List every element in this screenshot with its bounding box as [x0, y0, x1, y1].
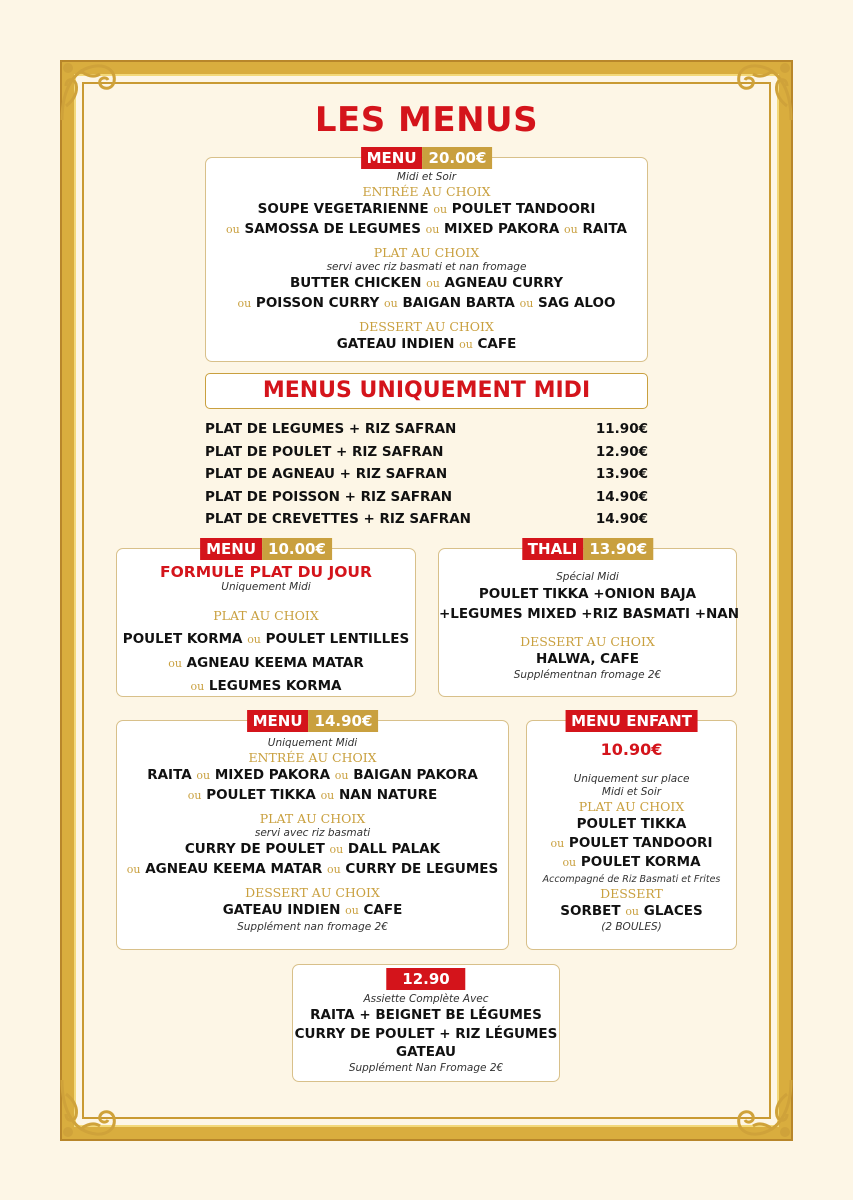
badge-label: MENU ENFANT: [565, 710, 698, 732]
menu-line: ou POISSON CURRY ou BAIGAN BARTA ou SAG ALOO: [237, 294, 616, 311]
menu-line: ou LEGUMES KORMA: [190, 678, 342, 694]
menu-line: BUTTER CHICKEN ou AGNEAU CURRY: [290, 275, 563, 291]
list-item: PLAT DE POISSON + RIZ SAFRAN 14.90€: [205, 488, 648, 505]
section-heading: ENTRÉE AU CHOIX: [362, 184, 491, 199]
menu-line: POULET KORMA ou POULET LENTILLES: [122, 631, 410, 647]
menu-20-box: [205, 149, 648, 362]
menu-line: RAITA ou MIXED PAKORA ou BAIGAN PAKORA: [147, 767, 478, 783]
section-heading: PLAT AU CHOIX: [259, 811, 366, 826]
menu-14-box: [116, 712, 509, 950]
thali-badge: [522, 538, 653, 560]
menu-subtitle: Uniquement Midi: [221, 581, 311, 593]
menu-enfant-box: [526, 712, 737, 950]
enfant-price: 10.90€: [600, 740, 663, 759]
menu-line: HALWA, CAFE: [536, 651, 639, 667]
menu-line: GATEAU: [396, 1044, 456, 1060]
ornament-corner-icon: [56, 1074, 126, 1144]
menu-line: RAITA + BEIGNET BE LÉGUMES: [310, 1007, 542, 1023]
section-note: Supplément nan fromage 2€: [237, 920, 388, 933]
menu-subtitle: Spécial Midi: [556, 571, 619, 583]
menu-line: GATEAU INDIEN ou CAFE: [222, 902, 403, 918]
list-item: PLAT DE POULET + RIZ SAFRAN 12.90€: [205, 443, 648, 460]
menu-line: SOUPE VEGETARIENNE ou POULET TANDOORI: [257, 201, 596, 217]
section-heading: DESSERT AU CHOIX: [245, 885, 380, 900]
list-item: PLAT DE LEGUMES + RIZ SAFRAN 11.90€: [205, 421, 648, 437]
badge-price: 20.00€: [423, 147, 493, 169]
badge-label: MENU: [200, 538, 262, 560]
formule-title: FORMULE PLAT DU JOUR: [160, 563, 372, 581]
menu-line: ou POULET TANDOORI: [550, 834, 713, 851]
badge-label: THALI: [522, 538, 584, 560]
menu-subtitle: Uniquement sur place: [573, 773, 690, 785]
list-item: PLAT DE AGNEAU + RIZ SAFRAN 13.90€: [205, 466, 648, 483]
menu-line: ou POULET KORMA: [562, 854, 701, 870]
section-note: Supplémentnan fromage 2€: [513, 668, 662, 681]
menu-line: GATEAU INDIEN ou CAFE: [336, 336, 517, 352]
menu-10-badge: [200, 538, 332, 560]
badge-label: MENU: [247, 710, 309, 732]
midi-price-list: [205, 418, 648, 531]
section-note: (2 BOULES): [601, 921, 662, 933]
badge-price: 13.90€: [583, 538, 653, 560]
menu-line: ou AGNEAU KEEMA MATAR ou CURRY DE LEGUMES: [126, 860, 499, 877]
section-heading: ENTRÉE AU CHOIX: [248, 750, 377, 765]
list-item: PLAT DE CREVETTES + RIZ SAFRAN 14.90€: [205, 511, 648, 528]
menu-10-box: [116, 540, 416, 697]
section-note: Accompagné de Riz Basmati et Frites: [542, 873, 721, 885]
section-heading: PLAT AU CHOIX: [578, 799, 685, 814]
badge-price: 12.90: [386, 968, 465, 990]
menu-14-badge: [247, 710, 379, 732]
section-heading: DESSERT: [600, 885, 663, 901]
section-heading: PLAT AU CHOIX: [213, 608, 319, 623]
menu-20-badge: [361, 147, 493, 169]
menu-line: ou AGNEAU KEEMA MATAR: [168, 654, 364, 671]
assiette-box: [292, 964, 560, 1082]
section-heading: DESSERT AU CHOIX: [359, 319, 494, 334]
menu-subtitle: Midi et Soir: [396, 171, 457, 183]
badge-label: MENU: [361, 147, 423, 169]
menu-line: POULET TIKKA: [576, 816, 687, 832]
section-note: servi avec riz basmati et nan fromage: [326, 261, 527, 273]
menu-line: ou POULET TIKKA ou NAN NATURE: [187, 786, 438, 803]
menu-subtitle: Assiette Complète Avec: [363, 993, 489, 1005]
section-note: servi avec riz basmati: [254, 827, 371, 839]
menu-line: ou SAMOSSA DE LEGUMES ou MIXED PAKORA ou RAITA: [226, 220, 627, 237]
menu-line: CURRY DE POULET + RIZ LÉGUMES: [294, 1025, 558, 1042]
thali-box: [438, 540, 740, 697]
section-heading: DESSERT AU CHOIX: [520, 634, 655, 649]
section-note: Supplément Nan Fromage 2€: [348, 1061, 504, 1074]
badge-price: 10.00€: [262, 538, 332, 560]
menu-subtitle: Midi et Soir: [601, 786, 662, 798]
midi-banner: MENUS UNIQUEMENT MIDI: [205, 373, 648, 409]
menu-subtitle: Uniquement Midi: [267, 737, 358, 749]
menu-line: +LEGUMES MIXED +RIZ BASMATI +NAN: [439, 606, 740, 622]
ornament-corner-icon: [727, 1074, 797, 1144]
section-heading: PLAT AU CHOIX: [373, 245, 480, 260]
menu-line: POULET TIKKA +ONION BAJA: [478, 586, 697, 602]
menu-line: SORBET ou GLACES: [560, 902, 703, 919]
menu-line: CURRY DE POULET ou DALL PALAK: [184, 841, 441, 857]
page-title: LES MENUS: [314, 100, 539, 140]
assiette-badge: [386, 968, 465, 990]
menu-enfant-badge: [565, 710, 698, 732]
badge-price: 14.90€: [309, 710, 379, 732]
